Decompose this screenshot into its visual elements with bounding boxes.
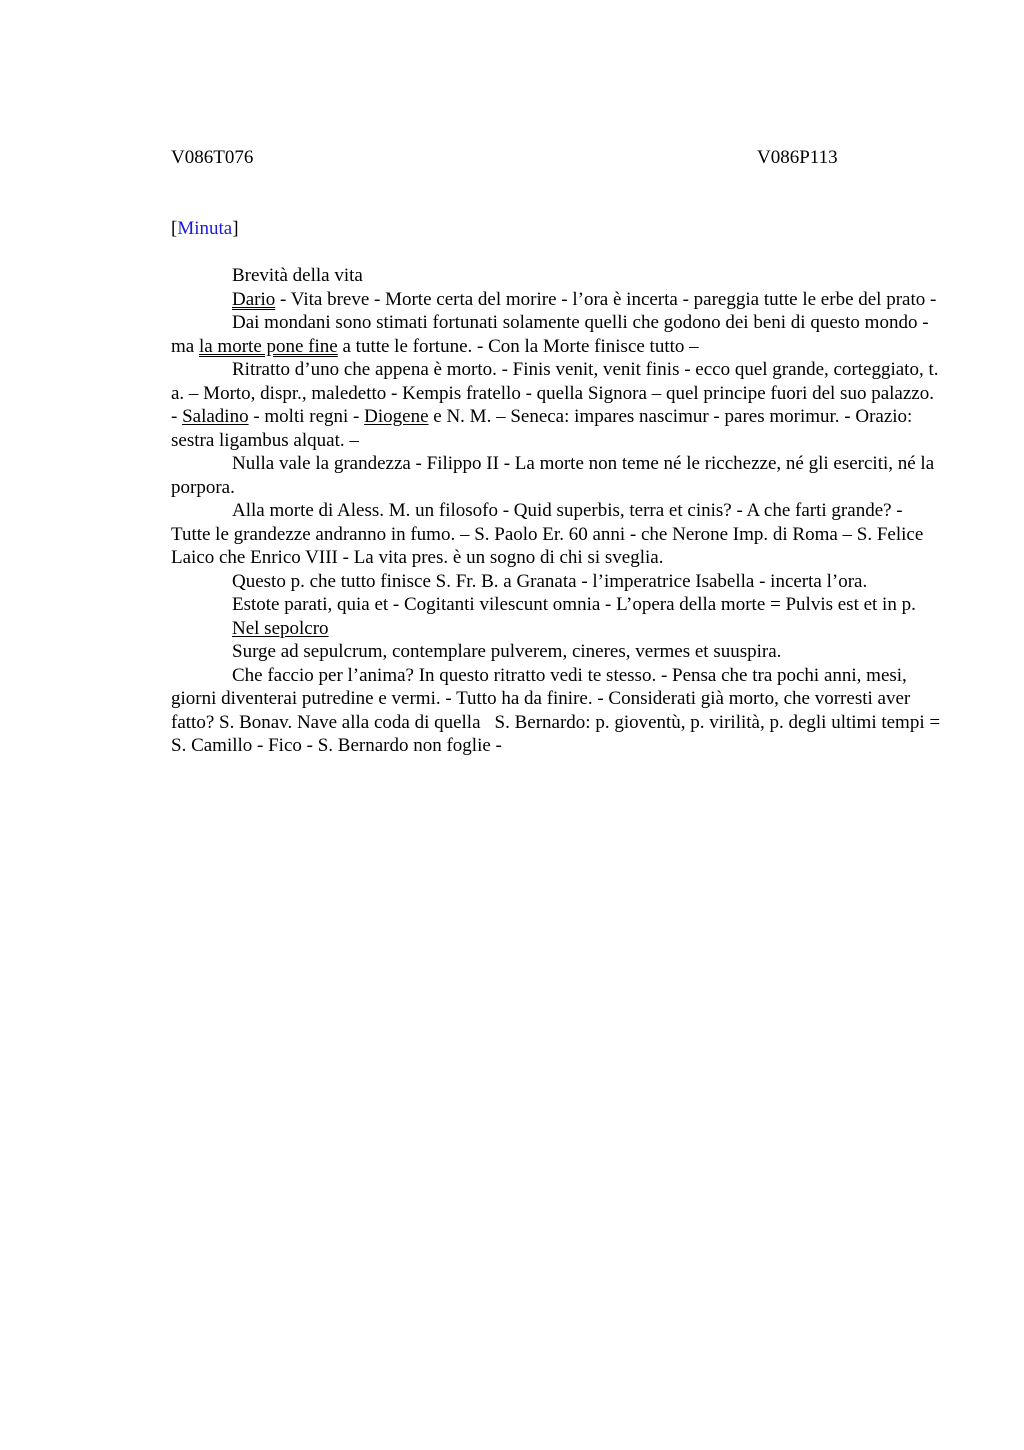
paragraph-dario bbox=[171, 288, 941, 312]
minuta-link[interactable]: Minuta bbox=[177, 218, 233, 239]
minuta-tag bbox=[171, 217, 941, 241]
underlined-dario: Dario bbox=[232, 288, 276, 310]
paragraph-ritratto bbox=[171, 358, 941, 452]
paragraph-text: Ritratto d’uno che appena è morto. - Finis venit, venit finis - ecco quel grande, corteggiato, t. a. – Morto, dispr., maledetto - Kempis fratello - quella Signora – quel principe fuori del suo palazzo. - bbox=[171, 359, 939, 427]
paragraph-text: Che faccio per l’anima? In questo ritratto vedi te stesso. - Pensa che tra pochi anni, mesi, giorni diventerai putredine e vermi. - Tutto ha da finire. - Considerati già morto, che vorresti aver fatto? S. Bonav. Nave alla coda di quella bbox=[171, 664, 911, 733]
paragraph-text: e N. M. – Seneca: impares nascimur - pares morimur. - Orazio: sestra ligambus alquat. – bbox=[171, 406, 913, 451]
paragraph-surge: Surge ad sepulcrum, contemplare pulverem, cineres, vermes et suuspira. bbox=[232, 641, 782, 662]
paragraph-text: - Vita breve - Morte certa del morire - l’ora è incerta - pareggia tutte le erbe del prato - bbox=[275, 288, 937, 310]
underlined-morte-pone-fine: la morte pone fine bbox=[198, 335, 338, 357]
paragraph-sepolcro-heading bbox=[171, 617, 941, 641]
paragraph-alessandro: Alla morte di Aless. M. un filosofo - Quid superbis, terra et cinis? - A che farti grande? - Tutte le grandezze andranno in fumo. – S. Paolo Er. 60 anni - che Nerone Imp. di Roma – S. Felice Laico che Enrico VIII - La vita pres. è un sogno di chi si sveglia. bbox=[171, 500, 924, 568]
paragraph-title: Brevità della vita bbox=[232, 265, 363, 286]
paragraph-questo: Questo p. che tutto finisce S. Fr. B. a Granata - l’imperatrice Isabella - incerta l’ora. bbox=[232, 570, 868, 592]
paragraph-grandezza: Nulla vale la grandezza - Filippo II - La morte non teme né le ricchezze, né gli eserciti, né la porpora. bbox=[171, 453, 935, 498]
document-header bbox=[171, 146, 941, 170]
paragraph-mondani bbox=[171, 311, 941, 358]
paragraph-text: - molti regni - bbox=[248, 406, 365, 427]
paragraph-text: a tutte le fortune. - Con la Morte finisce tutto – bbox=[337, 335, 699, 357]
underlined-nel-sepolcro: Nel sepolcro bbox=[232, 617, 329, 639]
paragraph-text: S. Bernardo: p. gioventù, p. virilità, p. degli ultimi tempi = S. Camillo - Fico - S. Bernardo non foglie - bbox=[171, 711, 941, 756]
document-code-left: V086T076 bbox=[171, 147, 254, 168]
paragraph-estote: Estote parati, quia et - Cogitanti vilescunt omnia - L’opera della morte = Pulvis est et in p. bbox=[232, 594, 916, 615]
document-page bbox=[171, 146, 941, 758]
tag-open-bracket: [ bbox=[171, 218, 178, 239]
tag-close-bracket: ] bbox=[232, 218, 239, 239]
document-code-right: V086P113 bbox=[757, 147, 838, 168]
underlined-saladino: Saladino bbox=[182, 406, 249, 427]
paragraph-text: Dai mondani sono stimati fortunati solamente quelli che godono dei beni di questo mondo - ma bbox=[171, 312, 929, 357]
document-body bbox=[171, 264, 941, 758]
underlined-diogene: Diogene bbox=[364, 406, 429, 427]
paragraph-anima bbox=[171, 664, 941, 758]
